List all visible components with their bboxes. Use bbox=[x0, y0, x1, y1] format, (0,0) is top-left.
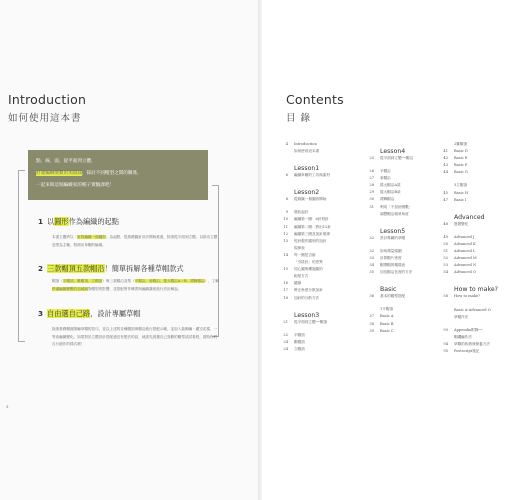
toc-page-number: 16 bbox=[283, 281, 288, 286]
toc-entry-title: 編織草帽的工具與素材 bbox=[294, 173, 330, 178]
toc-entry-title: 環狀起針 bbox=[294, 210, 309, 215]
toc-entry-title: 1平帽頂 bbox=[380, 307, 394, 312]
text-run: 本書主題將以「 bbox=[52, 235, 78, 239]
contents-subtitle: 目 錄 bbox=[286, 113, 312, 124]
text-run: 以 bbox=[47, 217, 55, 226]
toc-entry-title: Advanced L bbox=[454, 249, 476, 254]
toc-page-number: 54 bbox=[443, 270, 448, 275]
toc-section-heading: Lesson5 bbox=[380, 227, 406, 235]
text-run: ），了解 bbox=[204, 279, 219, 283]
toc-entry-title: 加長帽沿長度的方法 bbox=[380, 270, 413, 275]
text-run: 一起來與這堀編織家的帽子實驗課吧！ bbox=[36, 183, 115, 188]
intro-line bbox=[36, 180, 200, 192]
toc-page-number: 15 bbox=[283, 267, 288, 272]
toc-page-number: 11 bbox=[283, 224, 288, 229]
toc-entry-title: 褶飾帽沿 bbox=[380, 197, 395, 202]
toc-entry-title: 從鉤織一個圓形開始 bbox=[294, 197, 327, 202]
toc-page-number: 33 bbox=[369, 255, 374, 260]
toc-page-number: 49 bbox=[443, 234, 448, 239]
toc-entry-title: 草帽的收納與保養方法 bbox=[454, 341, 490, 346]
toc-page-number bbox=[438, 141, 448, 148]
toc-entry[interactable] bbox=[438, 241, 518, 248]
toc-entry[interactable] bbox=[438, 334, 518, 341]
toc-page-number: 32 bbox=[369, 248, 374, 253]
toc-page-number: 39 bbox=[369, 328, 374, 333]
toc-page-number: 43 bbox=[443, 163, 448, 168]
highlighted-text: 圓形 bbox=[54, 217, 69, 226]
section-heading bbox=[38, 217, 119, 227]
contents-title: Contents bbox=[286, 92, 344, 107]
toc-entry[interactable] bbox=[438, 348, 518, 355]
toc-entry-title: 3立帽頂 bbox=[454, 183, 468, 188]
toc-entry-title: Advanced M bbox=[454, 256, 477, 261]
toc-entry[interactable] bbox=[438, 197, 518, 204]
toc-page-number: 93 bbox=[443, 327, 448, 332]
toc-page-number: 95 bbox=[443, 348, 448, 353]
toc-page-number: 41 bbox=[443, 149, 448, 154]
toc-entry-title: 辨正角度分散加針 bbox=[294, 288, 323, 293]
section-paragraph bbox=[52, 278, 220, 293]
section-number: 2 bbox=[38, 264, 44, 273]
text-run: ，設計專屬草帽 bbox=[90, 309, 141, 318]
toc-entry-title: 「引拔針」的差異 bbox=[294, 260, 323, 265]
text-run: 帽頂（ bbox=[52, 279, 63, 283]
toc-entry[interactable] bbox=[438, 327, 518, 334]
highlighted-text: 平帽沿、垂帽沿、捲大帽沿A＋B、褶飾帽沿 bbox=[134, 279, 205, 283]
toc-page-number bbox=[278, 245, 288, 252]
toc-entry-title: 帽繩編作法 bbox=[454, 334, 472, 339]
highlighted-text: 針對編織一個圓形 bbox=[77, 235, 106, 239]
toc-page-number: 9 bbox=[285, 210, 288, 215]
toc-entry-title: 規律表 bbox=[294, 245, 305, 250]
toc-page-number: 52 bbox=[443, 256, 448, 261]
frame-left-bracket bbox=[18, 170, 25, 342]
toc-entry-title: 捲大帽沿B款 bbox=[380, 190, 401, 195]
toc-entry-title: 如何使用這本書 bbox=[294, 149, 320, 154]
toc-entry-title: 編織第二圈：將出12針 bbox=[294, 224, 331, 229]
toc-page-number: 53 bbox=[443, 263, 448, 268]
toc-section-heading: Lesson4 bbox=[380, 148, 406, 155]
toc-page-number bbox=[278, 259, 288, 266]
toc-entry-title: 錐帽頂 bbox=[294, 339, 305, 344]
page-number: 4 bbox=[6, 404, 9, 409]
toc-page-number: 8 bbox=[285, 197, 288, 202]
highlighted-text: 舒適編織變數的加減減 bbox=[52, 286, 88, 291]
toc-entry[interactable] bbox=[438, 248, 518, 255]
toc-entry-title: 從平面到立體──帽沿 bbox=[380, 156, 414, 160]
toc-entry[interactable] bbox=[438, 221, 518, 228]
toc-entry-title: 編織第三圈及加針規律 bbox=[294, 231, 330, 236]
toc-page-number: 29 bbox=[369, 190, 374, 195]
toc-page-number: 42 bbox=[443, 156, 448, 161]
toc-entry-title: 草帽作法 bbox=[454, 314, 469, 319]
toc-entry[interactable] bbox=[438, 162, 518, 169]
intro-line bbox=[36, 156, 200, 168]
toc-entry[interactable] bbox=[438, 141, 518, 148]
toc-entry[interactable] bbox=[438, 269, 518, 276]
toc-page-number: 32 bbox=[369, 235, 374, 240]
toc-page-number: 28 bbox=[369, 183, 374, 188]
right-page bbox=[262, 0, 520, 500]
toc-page-number: 35 bbox=[369, 270, 374, 275]
toc-page-number: 48 bbox=[443, 221, 448, 226]
toc-entry[interactable] bbox=[438, 341, 518, 348]
toc-section-heading: Advanced bbox=[454, 213, 485, 221]
toc-entry-title: 基本的帽型搭配 bbox=[380, 294, 406, 299]
toc-entry[interactable] bbox=[278, 346, 388, 353]
toc-page-number: 25 bbox=[369, 156, 374, 160]
toc-page-number: 10 bbox=[283, 217, 288, 222]
toc-page-number bbox=[364, 211, 374, 218]
toc-page-number: 22 bbox=[283, 332, 288, 337]
toc-page-number: 18 bbox=[283, 295, 288, 300]
toc-entry[interactable] bbox=[438, 293, 518, 300]
toc-page-number: 17 bbox=[283, 288, 288, 293]
toc-page-number: 4 bbox=[285, 142, 288, 146]
toc-page-number: 24 bbox=[283, 346, 288, 351]
toc-page-number: 31 bbox=[369, 204, 374, 209]
toc-entry-title: Advanced J bbox=[454, 234, 475, 239]
toc-page-number: 13 bbox=[283, 238, 288, 243]
toc-entry[interactable] bbox=[438, 169, 518, 176]
highlighted-text: 自由選自己路 bbox=[47, 309, 91, 318]
toc-entry-title: 鍵線 bbox=[294, 281, 302, 286]
intro-highlight-box bbox=[28, 150, 208, 200]
toc-section-heading: Lesson1 bbox=[294, 165, 320, 173]
toc-entry-title: 每一圈是否維 bbox=[294, 252, 316, 257]
toc-entry-title: Advanced K bbox=[454, 241, 476, 246]
toc-entry-title: Basic E bbox=[454, 156, 468, 161]
intro-title: Introduction bbox=[8, 92, 87, 107]
toc-section-heading: Basic bbox=[380, 286, 397, 294]
toc-entry[interactable] bbox=[438, 234, 518, 241]
toc-entry-title: 平帽沿 bbox=[380, 169, 391, 174]
text-run: 對帽型的影響，並搭配實作練習與編織講座進行設計解說。 bbox=[87, 286, 182, 291]
section-paragraph bbox=[52, 326, 220, 349]
toc-entry-title: 設計專屬的草帽 bbox=[380, 235, 406, 240]
toc-entry[interactable] bbox=[278, 339, 388, 346]
toc-entry[interactable] bbox=[438, 155, 518, 162]
highlighted-text: 三款帽頂五款帽沿 bbox=[47, 264, 105, 273]
toc-page-number: 51 bbox=[443, 249, 448, 254]
toc-page-number: 27 bbox=[369, 176, 374, 181]
toc-page-number bbox=[438, 182, 448, 189]
toc-page-number: 26 bbox=[369, 169, 374, 174]
toc-entry-title: 平帽頂 bbox=[294, 332, 305, 337]
toc-page-number: 12 bbox=[283, 231, 288, 236]
section-number: 3 bbox=[38, 309, 44, 318]
toc-entry-title: Basic A bbox=[380, 314, 394, 319]
text-run: ）與三款帽沿造型（ bbox=[102, 279, 135, 283]
toc-page-number: 47 bbox=[443, 197, 448, 202]
toc-page-number: 45 bbox=[443, 190, 448, 195]
frame-right-bracket bbox=[212, 185, 219, 337]
text-run: 拖著基礎帽進階編草帽的技巧，並以上述的各種帽頂與帽沿進行搭配示範，並加入裝飾編・藏空花樣，一等致編織變化。如果對於立體設計搭配還沒有想法的話，就請先挑選自己喜歡的帽型試試看吧，期待你們自行創作的樣式唷！ bbox=[52, 327, 218, 347]
toc-section-heading: Lesson2 bbox=[294, 189, 320, 197]
toc-page-number bbox=[438, 334, 448, 341]
toc-entry-title: Basic G bbox=[454, 170, 468, 175]
toc-entry-title: Advanced N bbox=[454, 263, 477, 268]
toc-entry-title: 加針的分散方法 bbox=[294, 295, 320, 300]
toc-page-number: 21 bbox=[283, 319, 288, 324]
toc-page-number bbox=[438, 314, 448, 321]
section-heading bbox=[38, 309, 140, 319]
intro-subtitle: 如何使用這本書 bbox=[8, 113, 82, 124]
toc-page-number: 30 bbox=[369, 197, 374, 202]
text-run: ！簡單拆解各種草帽款式 bbox=[104, 264, 184, 273]
toc-entry[interactable] bbox=[438, 148, 518, 155]
highlighted-text: 平帽頂、錐帽頂、立帽頂 bbox=[62, 279, 103, 283]
toc-entry[interactable] bbox=[438, 182, 518, 189]
toc-page-number: 6 bbox=[285, 173, 288, 178]
text-run: 點、線、面，從平面到立體， bbox=[36, 159, 96, 164]
toc-entry-title: Basic C bbox=[380, 328, 394, 333]
left-page bbox=[0, 0, 258, 500]
toc-entry-title: 鉤尾方式 bbox=[294, 274, 309, 279]
toc-entry-title: 短針製作圓形的加針 bbox=[294, 238, 327, 243]
toc-entry[interactable] bbox=[438, 255, 518, 262]
toc-page-number bbox=[278, 148, 288, 155]
toc-entry-title: 同心圓與螺旋圓的 bbox=[294, 267, 323, 272]
toc-entry-title: Advanced O bbox=[454, 270, 476, 275]
toc-entry-title: 調整帽沿傾斜角度 bbox=[380, 211, 409, 216]
toc-entry-title: Basic I bbox=[454, 197, 467, 202]
toc-entry[interactable] bbox=[438, 314, 518, 321]
toc-page-number: 14 bbox=[283, 252, 288, 257]
toc-page-number: 34 bbox=[369, 263, 374, 268]
toc-entry-title: 進階變化 bbox=[454, 221, 469, 226]
toc-entry-title: 立帽頂 bbox=[294, 346, 305, 351]
section-paragraph bbox=[52, 234, 220, 249]
toc-page-number bbox=[438, 307, 448, 314]
toc-entry-title: Basic F bbox=[454, 163, 468, 168]
toc-page-number: 36 bbox=[369, 294, 374, 299]
toc-entry-title: Appendix附錄── bbox=[454, 327, 483, 332]
text-run: 」為起點，從基礎圓針計法開始推進，除著從平面到立體，以兩出立體造型為主軸，對照出草帽的輪廓。 bbox=[52, 235, 218, 247]
toc-entry-title: Postscript後記 bbox=[454, 348, 480, 353]
text-run: 作為編織的起點 bbox=[68, 217, 119, 226]
toc-section-heading: Lesson3 bbox=[294, 311, 320, 319]
toc-entry-title: 計算帽片密度 bbox=[380, 255, 402, 260]
toc-column-3 bbox=[438, 141, 518, 355]
toc-entry-title: 如何測量頭圍 bbox=[380, 248, 402, 253]
toc-page-number bbox=[364, 306, 374, 313]
toc-entry-title: 編織第一圈：6針短針 bbox=[294, 217, 329, 222]
toc-page-number: 37 bbox=[369, 314, 374, 319]
toc-page-number: 50 bbox=[443, 241, 448, 246]
section-heading bbox=[38, 264, 184, 274]
toc-page-number bbox=[278, 273, 288, 280]
toc-page-number: 94 bbox=[443, 341, 448, 346]
toc-entry-title: 利用「不加針圈數」 bbox=[380, 204, 413, 209]
toc-entry-title: 捲大帽沿A款 bbox=[380, 183, 401, 188]
toc-entry-title: 從平面到立體──帽頂 bbox=[294, 319, 328, 324]
toc-page-number: 38 bbox=[369, 321, 374, 326]
section-number: 1 bbox=[38, 217, 44, 226]
toc-entry-title: Basic H bbox=[454, 190, 469, 195]
toc-entry-title: 2錐帽頂 bbox=[454, 142, 468, 146]
text-run: ，探討不同帽型之間的關係， bbox=[81, 171, 142, 176]
toc-entry-title: How to make? bbox=[454, 294, 481, 299]
toc-section-heading: How to make? bbox=[454, 286, 498, 294]
highlighted-text: 舒適編織變數的加減減 bbox=[36, 171, 82, 176]
toc-entry-title: Basic B bbox=[380, 321, 394, 326]
toc-page-number: 24 bbox=[283, 339, 288, 344]
toc-entry[interactable] bbox=[438, 307, 518, 314]
toc-page-number: 44 bbox=[443, 170, 448, 175]
toc-entry-title: 帽帶帽的帽環表 bbox=[380, 263, 406, 268]
toc-entry-title: Introduction bbox=[294, 142, 317, 146]
intro-line bbox=[36, 168, 200, 180]
toc-entry-title: Basic A-Advanced O bbox=[454, 307, 491, 312]
toc-entry-title: 垂帽沿 bbox=[380, 176, 391, 181]
toc-entry[interactable] bbox=[438, 190, 518, 197]
toc-entry-title: Basic D bbox=[454, 149, 468, 154]
toc-entry[interactable] bbox=[438, 262, 518, 269]
toc-page-number: 56 bbox=[443, 294, 448, 299]
